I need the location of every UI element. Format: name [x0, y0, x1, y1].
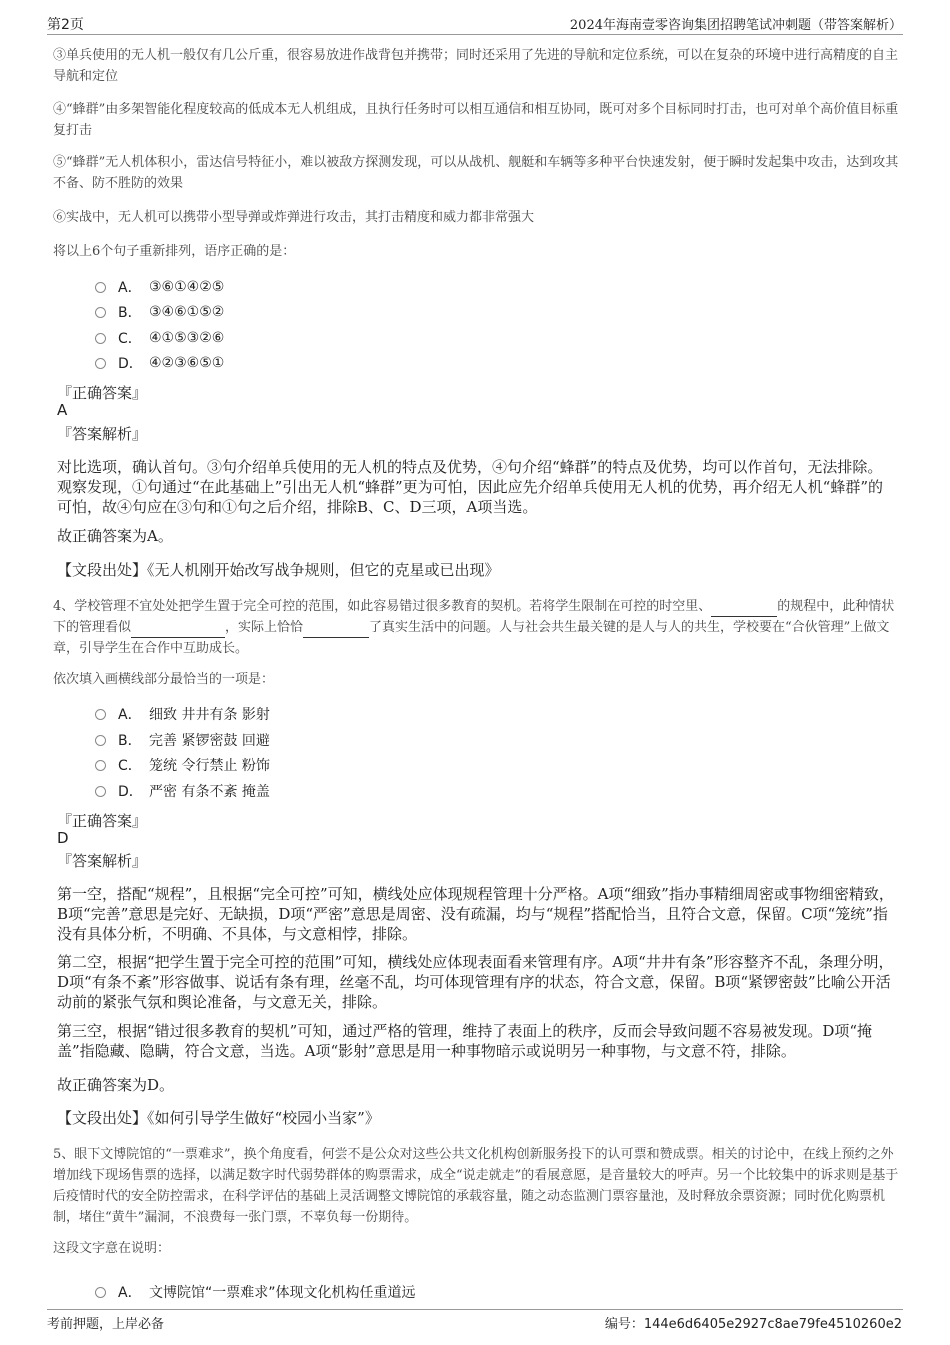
- radio-icon[interactable]: [95, 358, 106, 369]
- q4-option-c[interactable]: [95, 755, 270, 775]
- option-text: ③④⑥①⑤②: [149, 304, 225, 320]
- q4-analysis-blank-1: 第一空，搭配“规程”，且根据“完全可控”可知，横线处应体现规程管理十分严格。A项“细致”指办事精细周密或事物细密精致，B项“完善”意思是完好、无缺损，D项“严密”意思是周密、没有疏漏，均与“规程”搭配恰当，且符合文意，保留。C项“笼统”指没有具体分析，不明确、不具体，与文意相悖，排除。: [57, 885, 894, 943]
- option-letter: C．: [118, 331, 142, 347]
- q4-source: 【文段出处】《如何引导学生做好“校园小当家”》: [57, 1109, 380, 1127]
- q4-stem-part-2: 的规程中，此种情状下的管理看似: [53, 599, 895, 635]
- q3-conclusion: 故正确答案为A。: [57, 527, 173, 545]
- blank-2: [131, 622, 225, 638]
- q5-option-a[interactable]: [95, 1282, 416, 1302]
- option-letter: A．: [118, 707, 142, 723]
- q4-stem: [53, 596, 905, 659]
- document-code: [605, 1313, 902, 1332]
- q4-option-d[interactable]: [95, 781, 270, 801]
- q3-option-c[interactable]: [95, 328, 224, 348]
- option-letter: B．: [118, 733, 142, 749]
- q3-option-a[interactable]: [95, 277, 224, 297]
- q4-analysis-blank-2: 第二空，根据“把学生置于完全可控的范围”可知，横线处应体现表面看来管理有序。A项“井井有条”形容整齐不乱，条理分明，D项“有条不紊”形容做事、说话有条有理，丝毫不乱，均可体现管理有序的状态，符合文意，保留。B项“紧锣密鼓”比喻公开活动前的紧张气氛和舆论准备，与文意无关，排除。: [57, 953, 894, 1011]
- option-text: 笼统 令行禁止 粉饰: [149, 758, 270, 774]
- q4-answer: D: [57, 829, 69, 847]
- q4-analysis-blank-3: 第三空，根据“错过很多教育的契机”可知，通过严格的管理，维持了表面上的秩序，反而会导致问题不容易被发现。D项“掩盖”指隐藏、隐瞒，符合文意，当选。A项“影射”意思是用一种事物暗示或说明另一种事物，与文意不符，排除。: [57, 1022, 873, 1060]
- q4-conclusion: 故正确答案为D。: [57, 1076, 175, 1094]
- document-title: 2024年海南壹零咨询集团招聘笔试冲刺题（带答案解析）: [569, 18, 902, 33]
- radio-icon[interactable]: [95, 709, 106, 720]
- radio-icon[interactable]: [95, 282, 106, 293]
- option-letter: A．: [118, 280, 142, 296]
- option-text: 细致 井井有条 影射: [149, 707, 270, 723]
- radio-icon[interactable]: [95, 735, 106, 746]
- q4-stem-part-3: ，实际上恰恰: [225, 620, 304, 635]
- q3-option-b[interactable]: [95, 302, 224, 322]
- blank-1: [711, 601, 777, 617]
- radio-icon[interactable]: [95, 307, 106, 318]
- option-text: ④①⑤③②⑥: [149, 330, 225, 346]
- option-letter: D．: [118, 356, 143, 372]
- q4-stem-part-4: 了真实生活中的问题。人与社会共生最关键的是人与人的共生，学校要在“合伙管理”上做文章，引导学生在合作中互助成长。: [53, 620, 890, 656]
- code-value: 144e6d6405e2927c8ae79fe4510260e2: [643, 1317, 902, 1332]
- blank-3: [303, 622, 369, 638]
- q3-source: 【文段出处】《无人机刚开始改写战争规则，但它的克星或已出现》: [57, 561, 500, 579]
- q4-prompt: 依次填入画横线部分最恰当的一项是：: [53, 672, 275, 687]
- q3-answer: A: [57, 401, 68, 419]
- q4-option-b[interactable]: [95, 730, 270, 750]
- footer-slogan: 考前押题，上岸必备: [47, 1317, 165, 1332]
- option-letter: C．: [118, 758, 142, 774]
- q3-analysis-label: 『答案解析』: [57, 425, 148, 443]
- q3-sentence-4: ④“蜂群”由多架智能化程度较高的低成本无人机组成，且执行任务时可以相互通信和相互协同，既可对多个目标同时打击，也可对单个高价值目标重复打击: [53, 102, 899, 138]
- q4-answer-label: 『正确答案』: [57, 812, 148, 830]
- option-text: 完善 紧锣密鼓 回避: [149, 733, 270, 749]
- option-text: ④②③⑥⑤①: [149, 355, 225, 371]
- option-letter: D．: [118, 784, 143, 800]
- q4-option-a[interactable]: [95, 704, 270, 724]
- radio-icon[interactable]: [95, 1287, 106, 1298]
- q4-stem-part-1: 4、学校管理不宜处处把学生置于完全可控的范围，如此容易错过很多教育的契机。若将学生限制在可控的时空里、: [53, 599, 712, 614]
- q4-analysis-label: 『答案解析』: [57, 852, 148, 870]
- q3-option-d[interactable]: [95, 353, 224, 373]
- option-text: ③⑥①④②⑤: [149, 279, 225, 295]
- q3-sentence-6: ⑥实战中，无人机可以携带小型导弹或炸弹进行攻击，其打击精度和威力都非常强大: [53, 210, 535, 225]
- page-number: 第2页: [47, 17, 84, 33]
- q3-analysis-paragraph: 对比选项，确认首句。③句介绍单兵使用的无人机的特点及优势，④句介绍“蜂群”的特点及优势，均可以作首句，无法排除。观察发现，①句通过“在此基础上”引出无人机“蜂群”更为可怕，因此应先介绍单兵使用无人机的优势，再介绍无人机“蜂群”的可怕，故④句应在③句和①句之后介绍，排除B、C、D三项，A项当选。: [57, 458, 884, 516]
- footer-divider: [47, 1309, 903, 1310]
- q3-sentence-5: ⑤“蜂群”无人机体积小，雷达信号特征小，难以被敌方探测发现，可以从战机、舰艇和车辆等多种平台快速发射，便于瞬时发起集中攻击，达到攻其不备、防不胜防的效果: [53, 155, 899, 191]
- q5-stem: 5、眼下文博院馆的“一票难求”，换个角度看，何尝不是公众对这些公共文化机构创新服务投下的认可票和赞成票。相关的讨论中，在线上预约之外增加线下现场售票的选择，以满足数字时代弱势群体的购票需求，成全“说走就走”的看展意愿，是音量较大的呼声。另一个比较集中的诉求则是基于后疫情时代的安全防控需求，在科学评估的基础上灵活调整文博院馆的承载容量，随之动态监测门票容量池，及时释放余票资源；同时优化购票机制，堵住“黄牛”漏洞，不浪费每一张门票，不辜负每一份期待。: [53, 1147, 899, 1225]
- q3-answer-label: 『正确答案』: [57, 384, 148, 402]
- header-divider: [47, 34, 903, 35]
- radio-icon[interactable]: [95, 786, 106, 797]
- option-text: 文博院馆“一票难求”体现文化机构任重道远: [149, 1285, 416, 1301]
- option-letter: B．: [118, 305, 142, 321]
- q5-prompt: 这段文字意在说明：: [53, 1241, 171, 1256]
- q3-sentence-3: ③单兵使用的无人机一般仅有几公斤重，很容易放进作战背包并携带；同时还采用了先进的导航和定位系统，可以在复杂的环境中进行高精度的自主导航和定位: [53, 48, 899, 84]
- q3-prompt: 将以上6个句子重新排列，语序正确的是：: [53, 244, 296, 259]
- option-text: 严密 有条不紊 掩盖: [149, 784, 270, 800]
- code-label: 编号：: [604, 1317, 644, 1332]
- radio-icon[interactable]: [95, 333, 106, 344]
- option-letter: A．: [118, 1285, 142, 1301]
- radio-icon[interactable]: [95, 760, 106, 771]
